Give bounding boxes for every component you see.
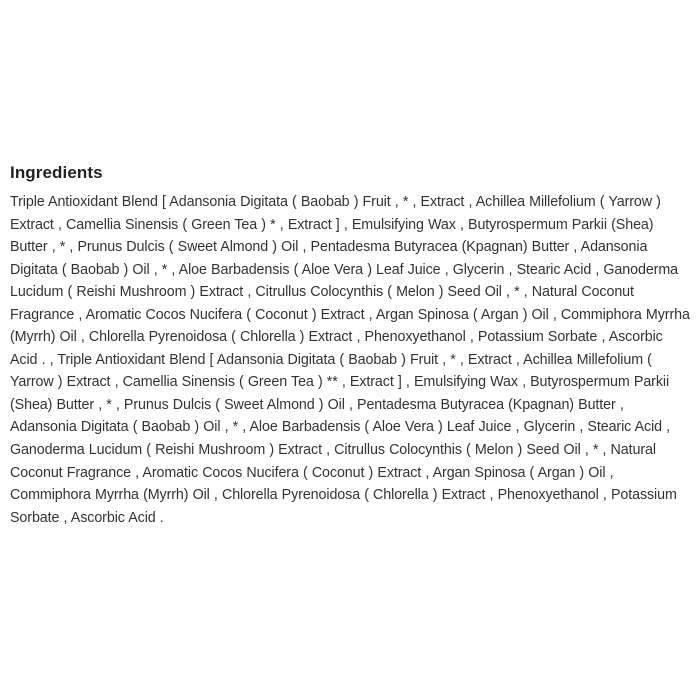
ingredients-heading: Ingredients [10,163,103,182]
ingredients-list-text: Triple Antioxidant Blend [ Adansonia Digitata ( Baobab ) Fruit , * , Extract , Achillea Millefolium ( Yarrow ) Extract , Camellia Sinensis ( Green Tea ) * , Extract ] , Emulsifying Wax , Butyrospermum Parkii (Shea) Butter , * , Prunus Dulcis ( Sweet Almond ) Oil , Pentadesma Butyracea (Kpagnan) Butter , Adansonia Digitata ( Baobab ) Oil , * , Aloe Barbadensis ( Aloe Vera ) Leaf Juice , Glycerin , Stearic Acid , Ganoderma Lucidum ( Reishi Mushroom ) Extract , Citrullus Colocynthis ( Melon ) Seed Oil , * , Natural Coconut Fragrance , Aromatic Cocos Nucifera ( Coconut ) Extract , Argan Spinosa ( Argan ) Oil , Commiphora Myrrha (Myrrh) Oil , Chlorella Pyrenoidosa ( Chlorella ) Extract , Phenoxyethanol , Potassium Sorbate , Ascorbic Acid . , Triple Antioxidant Blend [ Adansonia Digitata ( Baobab ) Fruit , * , Extract , Achillea Millefolium ( Yarrow ) Extract , Camellia Sinensis ( Green Tea ) ** , Extract ] , Emulsifying Wax , Butyrospermum Parkii (Shea) Butter , * , Prunus Dulcis ( Sweet Almond ) Oil , Pentadesma Butyracea (Kpagnan) Butter , Adansonia Digitata ( Baobab ) Oil , * , Aloe Barbadensis ( Aloe Vera ) Leaf Juice , Glycerin , Stearic Acid , Ganoderma Lucidum ( Reishi Mushroom ) Extract , Citrullus Colocynthis ( Melon ) Seed Oil , * , Natural Coconut Fragrance , Aromatic Cocos Nucifera ( Coconut ) Extract , Argan Spinosa ( Argan ) Oil , Commiphora Myrrha (Myrrh) Oil , Chlorella Pyrenoidosa ( Chlorella ) Extract , Phenoxyethanol , Potassium Sorbate , Ascorbic Acid . [10,194,690,526]
ingredients-section [10,161,692,529]
